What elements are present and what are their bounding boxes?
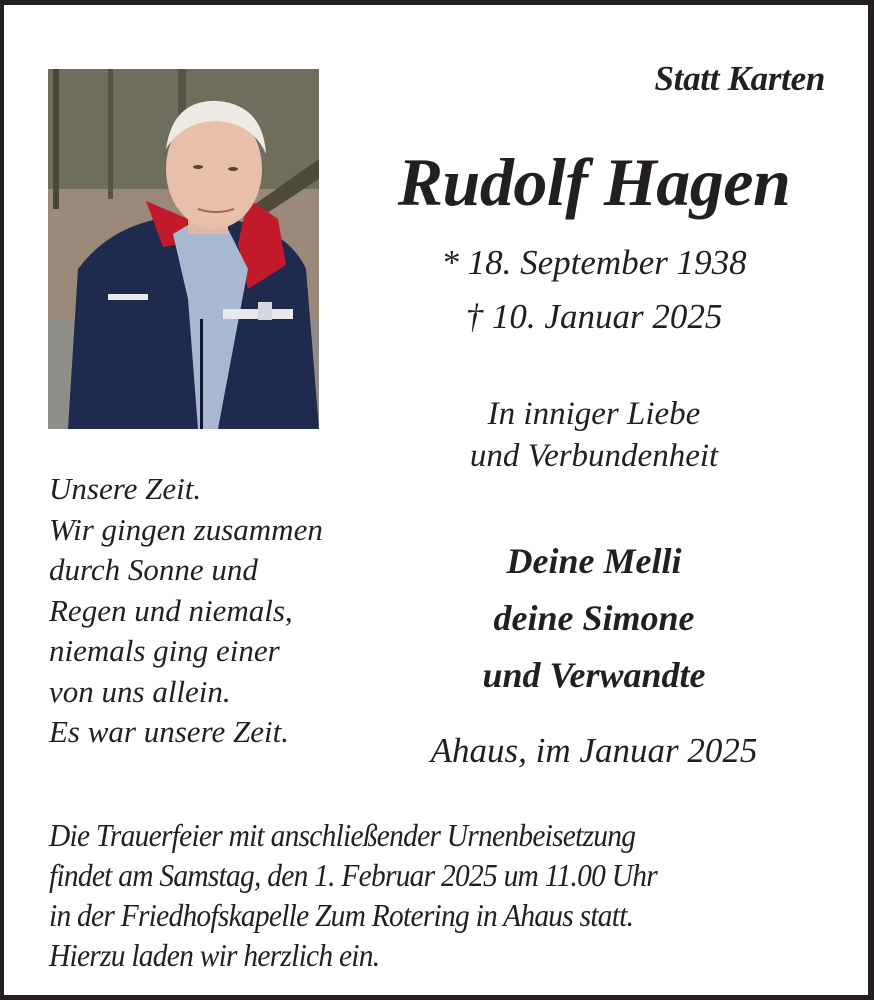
poem-line: durch Sonne und [49, 552, 258, 587]
service-line: Die Trauerfeier mit anschließender Urnenbeisetzung [49, 817, 636, 853]
poem-line: Wir gingen zusammen [49, 511, 323, 547]
service-info [49, 815, 657, 975]
service-line: Hierzu laden wir herzlich ein. [49, 937, 380, 973]
poem-line: Es war unsere Zeit. [49, 714, 289, 749]
dedication-line: und Verbundenheit [469, 438, 719, 474]
mourner: und Verwandte [482, 655, 706, 695]
death-date: † 10. Januar 2025 [465, 297, 723, 336]
birth-date: * 18. September 1938 [441, 243, 747, 282]
dedication [384, 393, 804, 477]
poem-line: Regen und niemals, [49, 592, 293, 628]
poem [49, 469, 323, 753]
service-line: findet am Samstag, den 1. Februar 2025 um 11.00 Uhr [49, 857, 657, 893]
header-statt-karten: Statt Karten [654, 59, 825, 98]
poem-line: von uns allein. [49, 673, 231, 709]
poem-line: Unsere Zeit. [49, 471, 202, 506]
deceased-name: Rudolf Hagen [397, 144, 791, 220]
poem-line: niemals ging einer [49, 633, 280, 668]
mourner: Deine Melli [506, 541, 682, 581]
portrait-photo [48, 69, 319, 429]
mourner: deine Simone [493, 598, 695, 638]
mourners-list [384, 533, 804, 704]
service-line: in der Friedhofskapelle Zum Rotering in Ahaus statt. [49, 897, 634, 933]
place-date: Ahaus, im Januar 2025 [430, 731, 758, 770]
dedication-line: In inniger Liebe [487, 396, 701, 432]
